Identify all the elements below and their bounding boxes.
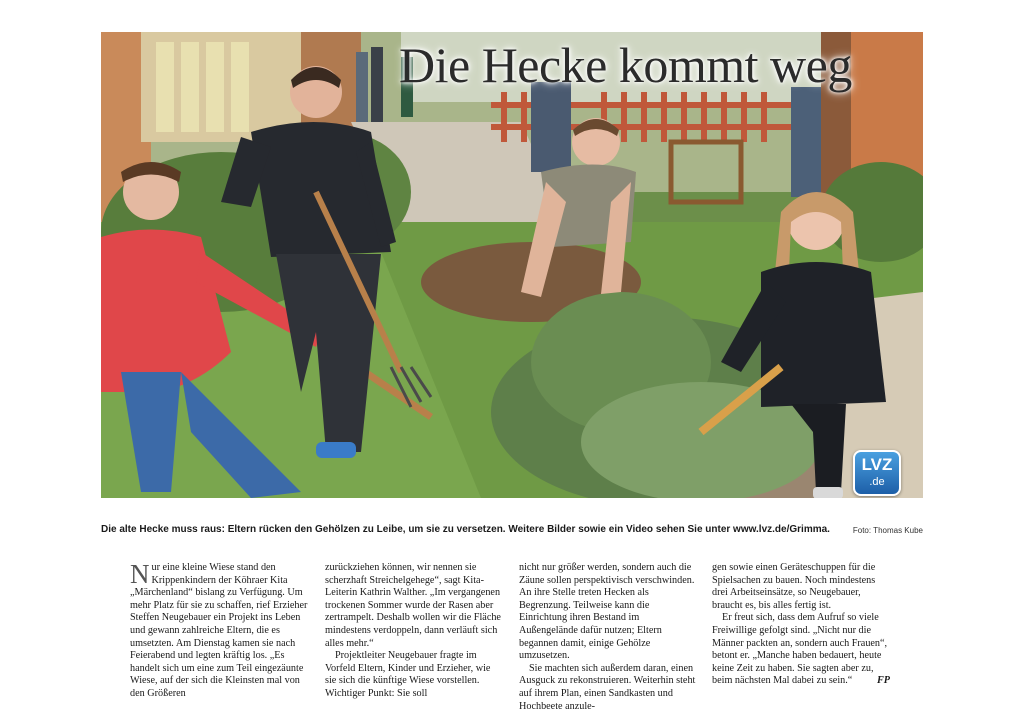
lvz-logo-icon bbox=[853, 450, 901, 496]
article-column-3 bbox=[519, 562, 697, 713]
col4-paragraph-1: gen sowie einen Geräteschuppen für die Spielsachen zu bauen. Noch mindestens drei Arbeitseinsätze, so Neugebauer, braucht es, bis alles fertig ist. bbox=[712, 562, 876, 611]
drop-cap: N bbox=[130, 559, 150, 589]
col3-paragraph-1: nicht nur größer werden, sondern auch die Zäune sollen perspektivisch verschwinden. An ihre Stelle treten Hecken als Begrenzung. Teilweise kann die Einrichtung ihren Bestand im Außengelände dafür nutzen; Eltern begannen damit, einige Gehölze umzusetzen. bbox=[519, 562, 695, 662]
photo-illustration bbox=[101, 32, 923, 498]
col2-paragraph-2: Projektleiter Neugebauer fragte im Vorfeld Eltern, Kinder und Erzieher, wie sie sich die künftige Wiese vorstellen. Wichtiger Punkt: Sie soll bbox=[325, 650, 491, 699]
photo-caption: Die alte Hecke muss raus: Eltern rücken den Gehölzen zu Leibe, um sie zu versetzen. Weitere Bilder sowie ein Video sehen Sie unter www.lvz.de/Grimma. bbox=[101, 524, 830, 535]
col4-paragraph-2: Er freut sich, dass dem Aufruf so viele Freiwillige gefolgt sind. „Nicht nur die Männer packten an, sondern auch Frauen“, betont er. „Manche haben bedauert, heute keine Zeit zu haben. Sie sagten aber zu, beim nächsten Mal dabei zu sein.“ bbox=[712, 612, 888, 687]
article-body bbox=[130, 559, 890, 712]
col3-paragraph-2: Sie machten sich außerdem daran, einen Ausguck zu rekonstruieren. Weiterhin steht auf ihrem Plan, einen Sandkasten und Hochbeete anzule- bbox=[519, 662, 696, 712]
author-signature: FP bbox=[876, 675, 890, 687]
lvz-logo-text: LVZ bbox=[861, 455, 893, 474]
lvz-logo-domain: .de bbox=[869, 476, 885, 488]
photo-credit: Foto: Thomas Kube bbox=[852, 526, 923, 535]
article-headline: Die Hecke kommt weg bbox=[399, 37, 852, 93]
col1-paragraph-1: ur eine kleine Wiese stand den Krippenkindern der Köhraer Kita „Märchenland“ bislang zu Verfügung. Um mehr Platz für sie zu schaffen, rief Erzieher Steffen Neugebauer ein Projekt ins Leben und gewann zahlreiche Eltern, die es umsetzten. Am Dienstag kamen sie nach Feierabend und legten kräftig los. „Es handelt sich um eine zum Teil eingezäunte Wiese, auf der sich die Kleinsten mal von den Größeren bbox=[130, 562, 308, 699]
article-photo bbox=[101, 32, 923, 498]
article-column-4 bbox=[712, 562, 890, 688]
article-column-2 bbox=[325, 562, 503, 701]
article-column-1 bbox=[130, 559, 308, 701]
col2-paragraph-1: zurückziehen können, wir nennen sie scherzhaft Streichelgehege“, sagt Kita-Leiterin Kathrin Walther. „Im vergangenen trockenen Sommer wurde der Rasen aber zertrampelt. Deshalb wollen wir die Fläche mindestens verdoppeln, dann verläuft sich alles mehr.“ bbox=[325, 562, 501, 649]
